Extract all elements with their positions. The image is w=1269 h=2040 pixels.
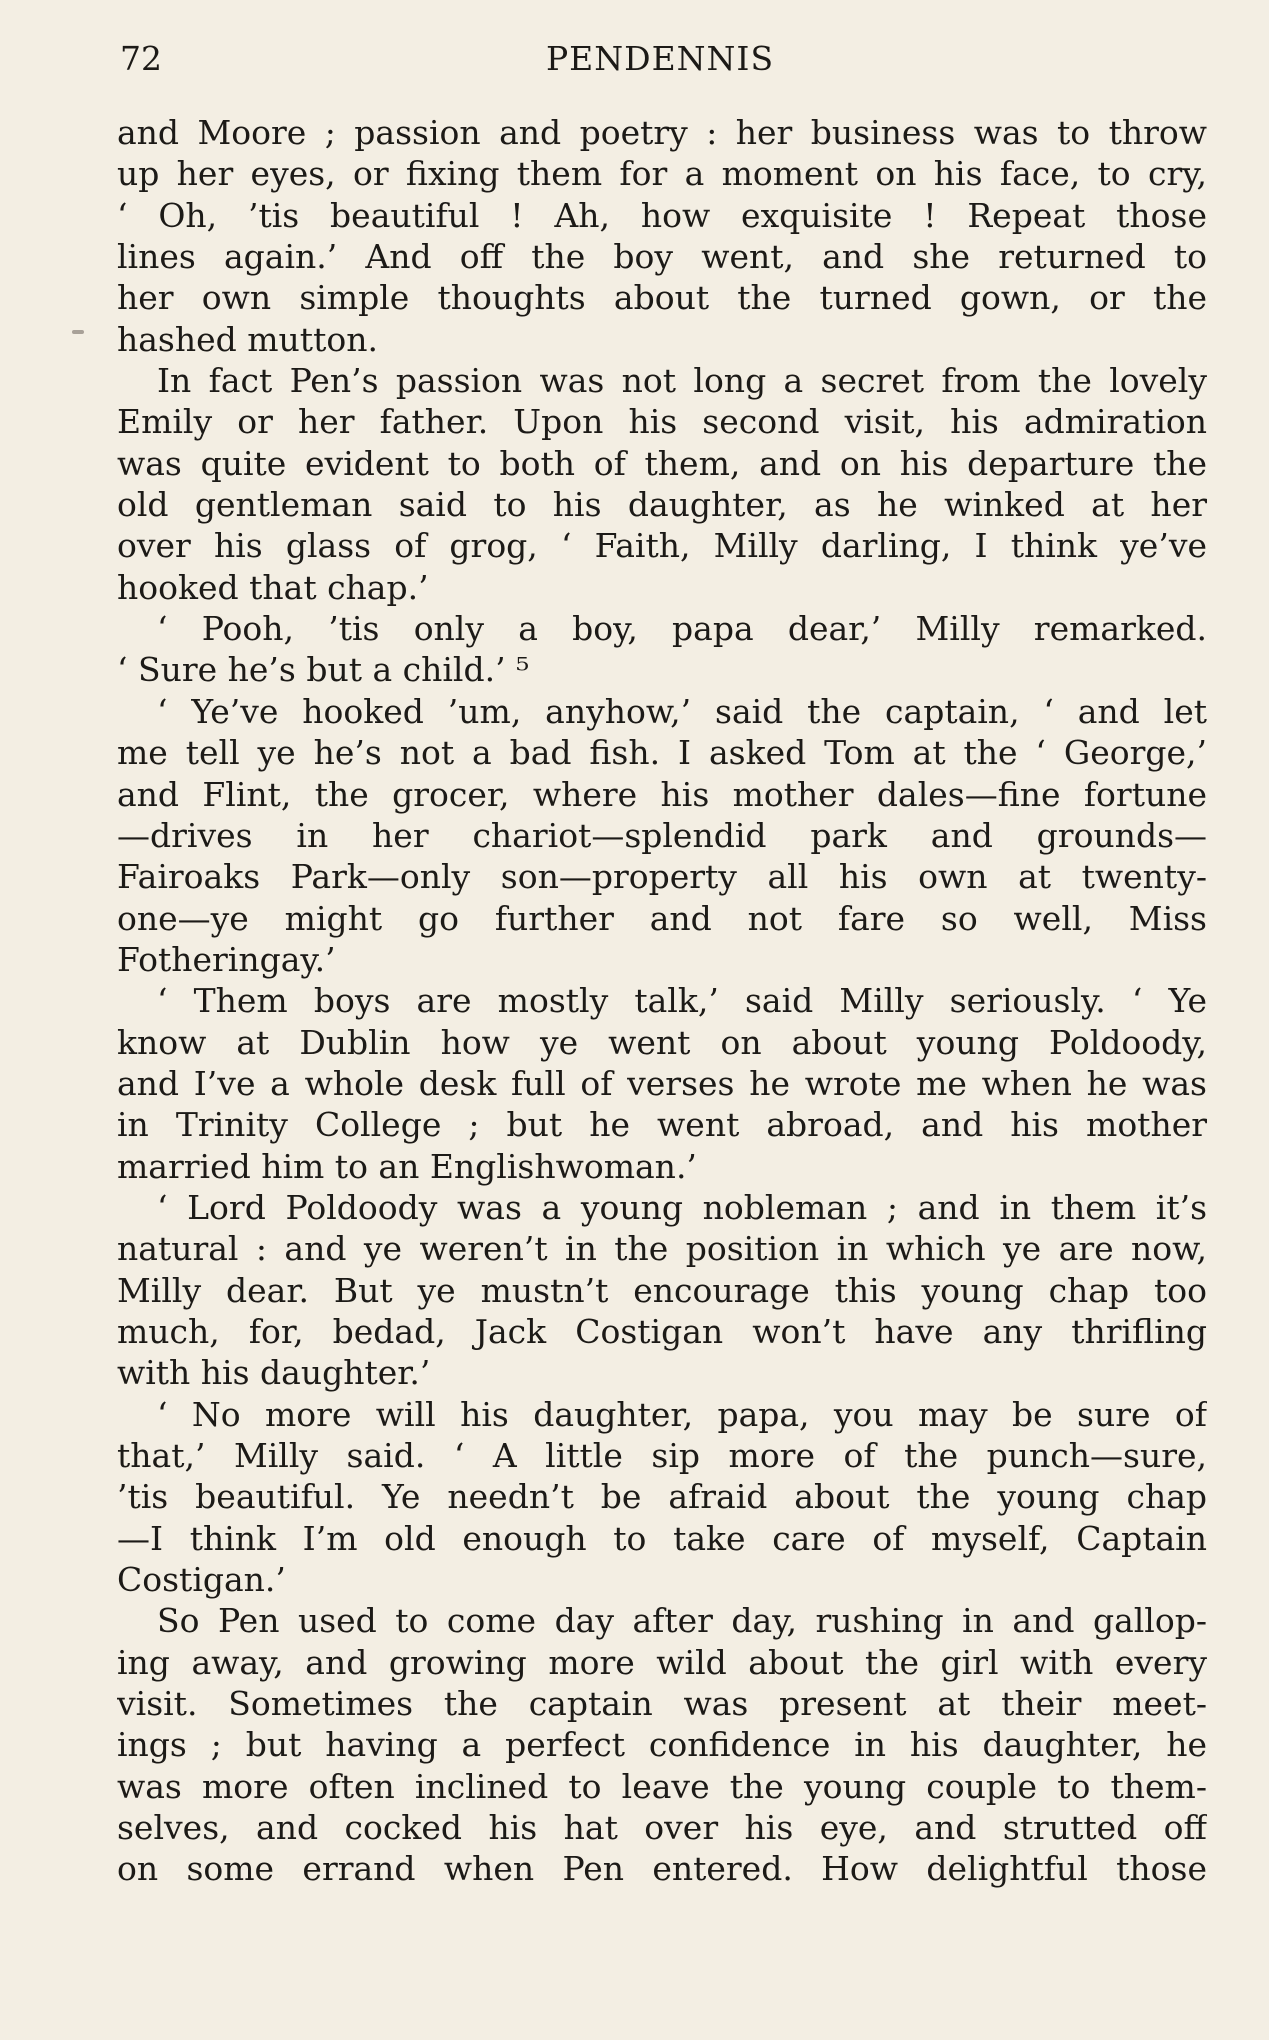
text-line: was more often inclined to leave the young couple to them- bbox=[117, 1766, 1207, 1806]
text-line: married him to an Englishwoman.’ bbox=[117, 1146, 697, 1186]
text-line: ‘ Pooh, ’tis only a boy, papa dear,’ Milly remarked. bbox=[157, 609, 1207, 649]
text-line: ‘ Them boys are mostly talk,’ said Milly seriously. ‘ Ye bbox=[157, 981, 1207, 1021]
text-line: on some errand when Pen entered. How delightful those bbox=[117, 1849, 1207, 1889]
text-line: and Moore ; passion and poetry : her business was to throw bbox=[117, 113, 1207, 152]
text-line: me tell ye he’s not a bad fish. I asked Tom at the ‘ George,’ bbox=[117, 733, 1207, 773]
text-line: up her eyes, or fixing them for a moment on his face, to cry, bbox=[117, 154, 1207, 194]
text-line: ‘ Ye’ve hooked ’um, anyhow,’ said the captain, ‘ and let bbox=[157, 691, 1207, 731]
text-line: In fact Pen’s passion was not long a secret from the lovely bbox=[157, 361, 1207, 401]
text-line: lines again.’ And off the boy went, and she returned to bbox=[117, 237, 1207, 277]
text-line: was quite evident to both of them, and on his departure the bbox=[117, 443, 1207, 483]
text-line: in Trinity College ; but he went abroad, and his mother bbox=[117, 1105, 1207, 1145]
text-line: ’tis beautiful. Ye needn’t be afraid about the young chap bbox=[117, 1477, 1207, 1517]
text-line: much, for, bedad, Jack Costigan won’t have any thrifling bbox=[117, 1311, 1207, 1351]
text-line: hashed mutton. bbox=[117, 319, 378, 359]
text-line: Milly dear. But ye mustn’t encourage this young chap too bbox=[117, 1270, 1207, 1310]
text-line: and Flint, the grocer, where his mother dales—fine fortune bbox=[117, 774, 1207, 814]
running-head bbox=[120, 36, 1200, 82]
text-line: selves, and cocked his hat over his eye, and strutted off bbox=[117, 1808, 1207, 1848]
text-line: and I’ve a whole desk full of verses he wrote me when he was bbox=[117, 1063, 1207, 1103]
text-line: —drives in her chariot—splendid park and grounds— bbox=[117, 815, 1207, 855]
running-title: PENDENNIS bbox=[545, 39, 775, 78]
text-line: ‘ Oh, ’tis beautiful ! Ah, how exquisite ! Repeat those bbox=[117, 195, 1207, 235]
text-line: ing away, and growing more wild about the girl with every bbox=[117, 1642, 1207, 1682]
body-text bbox=[117, 112, 1207, 1890]
text-line: that,’ Milly said. ‘ A little sip more of the punch—sure, bbox=[117, 1436, 1207, 1475]
text-line: Fotheringay.’ bbox=[117, 939, 336, 979]
text-line: one—ye might go further and not fare so well, Miss bbox=[117, 898, 1207, 938]
text-line: know at Dublin how ye went on about young Poldoody, bbox=[117, 1022, 1207, 1062]
page-number: 72 bbox=[120, 39, 162, 78]
text-line: ‘ Sure he’s but a child.’ ⁵ bbox=[117, 650, 530, 690]
text-line: hooked that chap.’ bbox=[117, 567, 429, 607]
text-line: visit. Sometimes the captain was present at their meet- bbox=[117, 1684, 1207, 1724]
text-line: ‘ No more will his daughter, papa, you may be sure of bbox=[157, 1394, 1207, 1434]
text-line: Emily or her father. Upon his second visit, his admiration bbox=[117, 402, 1207, 442]
text-line: ings ; but having a perfect confidence in his daughter, he bbox=[117, 1725, 1207, 1765]
text-line: So Pen used to come day after day, rushing in and gallop- bbox=[157, 1601, 1207, 1641]
text-line: —I think I’m old enough to take care of myself, Captain bbox=[117, 1518, 1207, 1558]
text-line: over his glass of grog, ‘ Faith, Milly darling, I think ye’ve bbox=[117, 526, 1207, 566]
text-line: natural : and ye weren’t in the position in which ye are now, bbox=[117, 1229, 1207, 1269]
text-line: her own simple thoughts about the turned gown, or the bbox=[117, 278, 1207, 318]
text-line: with his daughter.’ bbox=[117, 1353, 431, 1393]
margin-mark bbox=[72, 330, 84, 334]
text-line: old gentleman said to his daughter, as he winked at her bbox=[117, 485, 1207, 525]
text-line: Fairoaks Park—only son—property all his own at twenty- bbox=[117, 857, 1207, 897]
text-line: Costigan.’ bbox=[117, 1560, 286, 1600]
text-line: ‘ Lord Poldoody was a young nobleman ; and in them it’s bbox=[157, 1187, 1207, 1227]
